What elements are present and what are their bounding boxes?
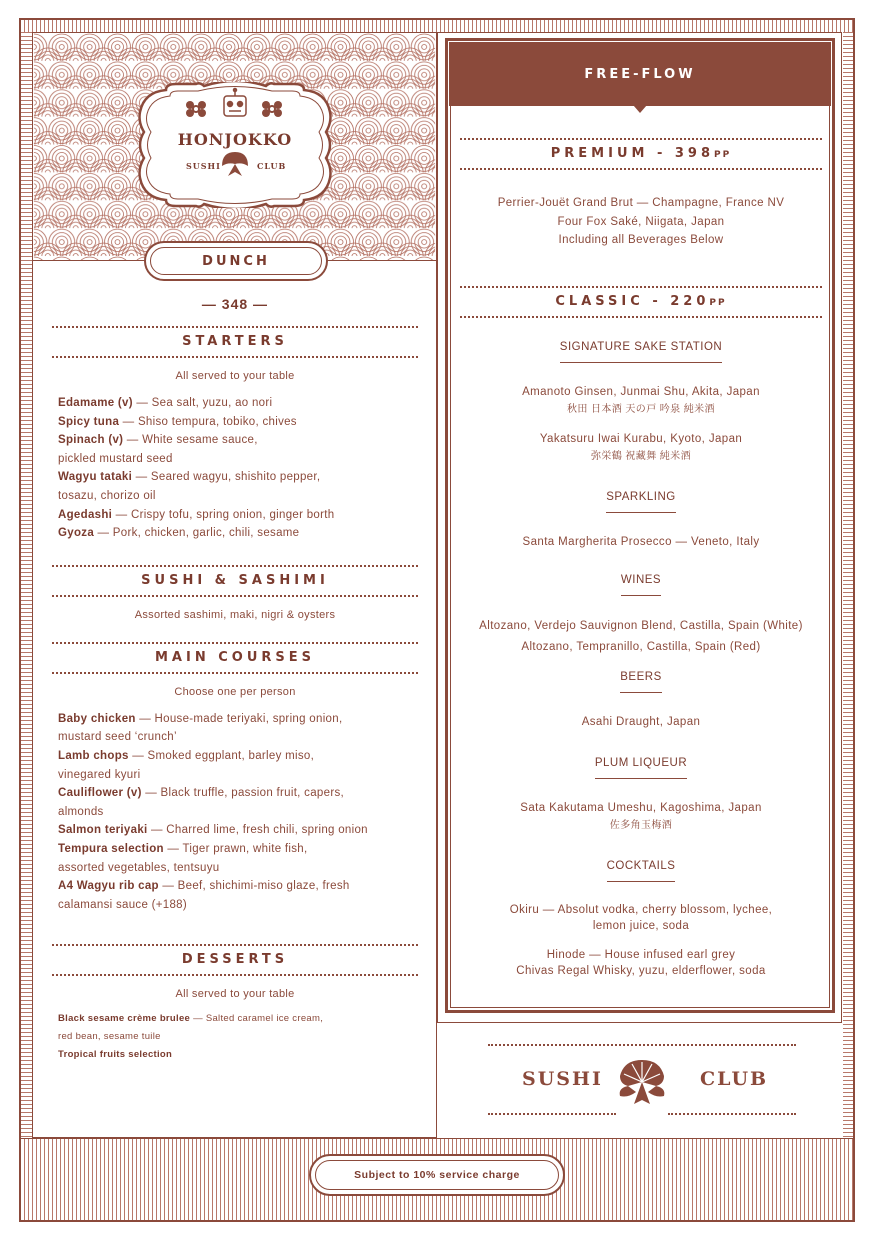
list-item: Tropical fruits selection: [58, 1049, 173, 1061]
list-item: Spinach (v) — White sesame sauce,: [58, 434, 258, 447]
premium-section: [460, 138, 822, 250]
classic-section: [460, 286, 822, 318]
list-item: tosazu, chorizo oil: [58, 489, 156, 502]
left-column: [52, 290, 418, 1064]
wines-section: [454, 571, 828, 658]
sake-line: Yakatsuru Iwai Kurabu, Kyoto, Japan: [539, 432, 743, 445]
club-word-right: CLUB: [700, 1068, 769, 1090]
sparkling-section: [460, 488, 822, 551]
classic-pp: PP: [709, 298, 727, 308]
list-item: Lamb chops — Smoked eggplant, barley miso,: [58, 749, 315, 762]
dotted-rule: [668, 1113, 796, 1115]
dotted-rule: [488, 1113, 616, 1115]
premium-line: Perrier-Jouët Grand Brut — Champagne, France NV: [497, 197, 785, 209]
starters-note: All served to your table: [175, 370, 295, 382]
list-item: calamansi sauce (+188): [58, 898, 188, 911]
sushi-note: Assorted sashimi, maki, nigri & oysters: [134, 608, 336, 621]
starters-heading: STARTERS: [52, 326, 418, 358]
beer-line: Asahi Draught, Japan: [581, 715, 701, 728]
mains-list: [52, 710, 418, 915]
plum-heading: PLUM LIQUEUR: [595, 754, 687, 779]
premium-title: PREMIUM - 398: [550, 146, 715, 161]
desserts-note: All served to your table: [175, 988, 295, 1001]
sake-line: Amanoto Ginsen, Junmai Shu, Akita, Japan: [522, 385, 760, 398]
mains-note: Choose one per person: [174, 685, 296, 698]
list-item: assorted vegetables, tentsuyu: [58, 861, 220, 874]
sake-heading: SIGNATURE SAKE STATION: [560, 338, 722, 363]
cocktails-heading: COCKTAILS: [607, 857, 676, 882]
sake-section: [460, 338, 822, 467]
list-item: Gyoza — Pork, chicken, garlic, chili, sesame: [58, 527, 300, 540]
mains-heading: MAIN COURSES: [52, 642, 418, 674]
cocktail-line: Hinode — House infused earl grey: [546, 948, 736, 961]
service-charge-pill: [309, 1154, 565, 1196]
list-item: Cauliflower (v) — Black truffle, passion fruit, capers,: [58, 787, 344, 800]
brand-name: HONJOKKO: [177, 130, 293, 149]
list-item: vinegared kyuri: [58, 768, 141, 781]
cocktail-line: lemon juice, soda: [592, 919, 690, 932]
list-item: Wagyu tataki — Seared wagyu, shishito pepper,: [58, 471, 321, 484]
desserts-heading: DESSERTS: [52, 944, 418, 976]
sake-line-jp: 弥栄鶴 祝藏舞 純米酒: [591, 451, 691, 462]
cocktail-line: Chivas Regal Whisky, yuzu, elderflower, soda: [516, 964, 766, 977]
wines-heading: WINES: [621, 571, 661, 596]
free-flow-header: FREE-FLOW: [449, 42, 831, 106]
list-item: almonds: [58, 805, 104, 818]
plum-line-jp: 佐多角玉梅酒: [609, 820, 673, 831]
list-item: red bean, sesame tuile: [58, 1031, 161, 1043]
wine-line: Altozano, Verdejo Sauvignon Blend, Castilla, Spain (White): [479, 619, 803, 632]
list-item: mustard seed ‘crunch’: [58, 731, 177, 744]
list-item: pickled mustard seed: [58, 452, 173, 465]
cocktail-line: Okiru — Absolut vodka, cherry blossom, lychee,: [509, 903, 773, 916]
premium-line: Four Fox Saké, Niigata, Japan: [557, 215, 725, 228]
premium-lines: [460, 194, 822, 250]
service-charge-note: Subject to 10% service charge: [315, 1160, 559, 1190]
list-item: Edamame (v) — Sea salt, yuzu, ao nori: [58, 397, 273, 409]
plum-line: Sata Kakutama Umeshu, Kagoshima, Japan: [520, 801, 762, 814]
list-item: Black sesame crème brulee — Salted caramel ice cream,: [58, 1013, 324, 1025]
list-item: Tempura selection — Tiger prawn, white fish,: [58, 842, 308, 855]
left-stripe-border: [21, 20, 32, 1220]
menu-name-pill: [144, 241, 328, 281]
cocktails-section: [460, 857, 822, 979]
list-item: Baby chicken — House-made teriyaki, spring onion,: [58, 712, 343, 725]
brand-sub-left: SUSHI: [186, 161, 221, 171]
list-item: Agedashi — Crispy tofu, spring onion, ginger borth: [58, 508, 335, 521]
premium-line: Including all Beverages Below: [558, 234, 724, 246]
beers-heading: BEERS: [620, 668, 662, 693]
desserts-list: [52, 1010, 418, 1064]
plum-section: [460, 754, 822, 836]
menu-price: — 348 —: [201, 296, 269, 312]
right-stripe-border: [843, 20, 853, 1220]
sake-line-jp: 秋田 日本酒 天の戸 吟泉 純米酒: [567, 404, 715, 415]
wine-line: Altozano, Tempranillo, Castilla, Spain (Red): [521, 640, 761, 653]
sushi-heading: SUSHI & SASHIMI: [52, 565, 418, 597]
sparkling-line: Santa Margherita Prosecco — Veneto, Italy: [522, 535, 760, 548]
classic-title: CLASSIC - 220: [555, 294, 710, 309]
menu-name: DUNCH: [150, 247, 322, 275]
dotted-rule: [488, 1044, 796, 1046]
logo-badge: [136, 82, 334, 208]
list-item: A4 Wagyu rib cap — Beef, shichimi-miso glaze, fresh: [58, 880, 350, 893]
list-item: Salmon teriyaki — Charred lime, fresh chili, spring onion: [58, 824, 368, 837]
starters-list: [52, 394, 418, 543]
brand-sub-right: CLUB: [257, 161, 287, 171]
sparkling-heading: SPARKLING: [606, 488, 675, 513]
list-item: Spicy tuna — Shiso tempura, tobiko, chives: [58, 415, 297, 428]
column-divider: [436, 32, 438, 1138]
club-word-left: SUSHI: [522, 1068, 603, 1090]
beers-section: [460, 668, 822, 731]
top-stripe-border: [21, 20, 853, 32]
header-pointer: [633, 105, 647, 113]
premium-heading: [460, 138, 822, 170]
premium-pp: PP: [714, 150, 732, 160]
fan-emblem-icon: [614, 1056, 670, 1110]
classic-heading: [460, 286, 822, 318]
